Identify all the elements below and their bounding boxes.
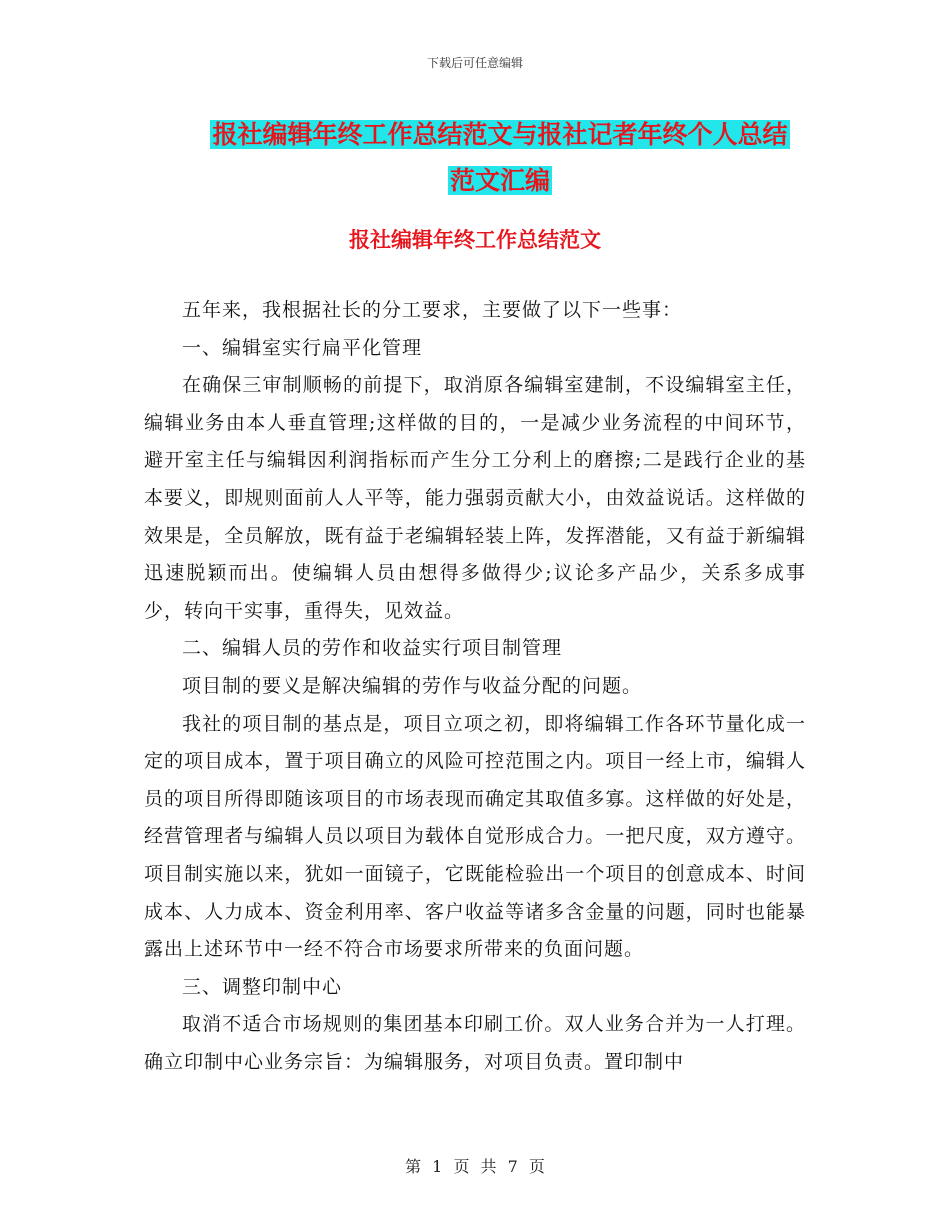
- subheading: 一、编辑室实行扁平化管理: [182, 336, 423, 359]
- paragraph: 在确保三审制顺畅的前提下，取消原各编辑室建制，不设编辑室主任，编辑业务由本人垂直管理;这样做的目的，一是减少业务流程的中间环节，避开室主任与编辑因利润指标而产生分工分利上的磨擦;二是践行企业的基本要义，即规则面前人人平等，能力强弱贡献大小，由效益说话。这样做的效果是，全员解放，既有益于老编辑轻装上阵，发挥潜能，又有益于新编辑迅速脱颖而出。使编辑人员由想得多做得少;议论多产品少，关系多成事少，转向干实事，重得失，见效益。: [144, 374, 806, 622]
- document-title: [130, 112, 870, 204]
- paragraph: 五年来，我根据社长的分工要求，主要做了以下一些事：: [182, 299, 683, 321]
- paragraph: 项目制的要义是解决编辑的劳作与收益分配的问题。: [182, 674, 643, 697]
- section-title: 报社编辑年终工作总结范文: [349, 227, 601, 252]
- document-title-line-2: 范文汇编: [449, 166, 550, 195]
- header-note: 下载后可任意编辑: [426, 56, 523, 70]
- paragraph: 我社的项目制的基点是，项目立项之初，即将编辑工作各环节量化成一定的项目成本，置于项目确立的风险可控范围之内。项目一经上市，编辑人员的项目所得即随该项目的市场表现而确定其取值多寡。这样做的好处是，经营管理者与编辑人员以项目为载体自觉形成合力。一把尺度，双方遵守。项目制实施以来，犹如一面镜子，它既能检验出一个项目的创意成本、时间成本、人力成本、资金利用率、客户收益等诸多含金量的问题，同时也能暴露出上述环节中一经不符合市场要求所带来的负面问题。: [144, 712, 806, 961]
- subheading: 二、编辑人员的劳作和收益实行项目制管理: [182, 637, 563, 660]
- paragraph: 取消不适合市场规则的集团基本印刷工价。双人业务合并为一人打理。确立印制中心业务宗旨：为编辑服务，对项目负责。置印制中: [144, 1013, 806, 1073]
- body-text: [144, 292, 806, 1081]
- document-title-line-1: 报社编辑年终工作总结范文与报社记者年终个人总结: [212, 120, 788, 149]
- subheading: 三、调整印制中心: [182, 975, 343, 998]
- page-number: 第 1 页 共 7 页: [405, 1157, 545, 1176]
